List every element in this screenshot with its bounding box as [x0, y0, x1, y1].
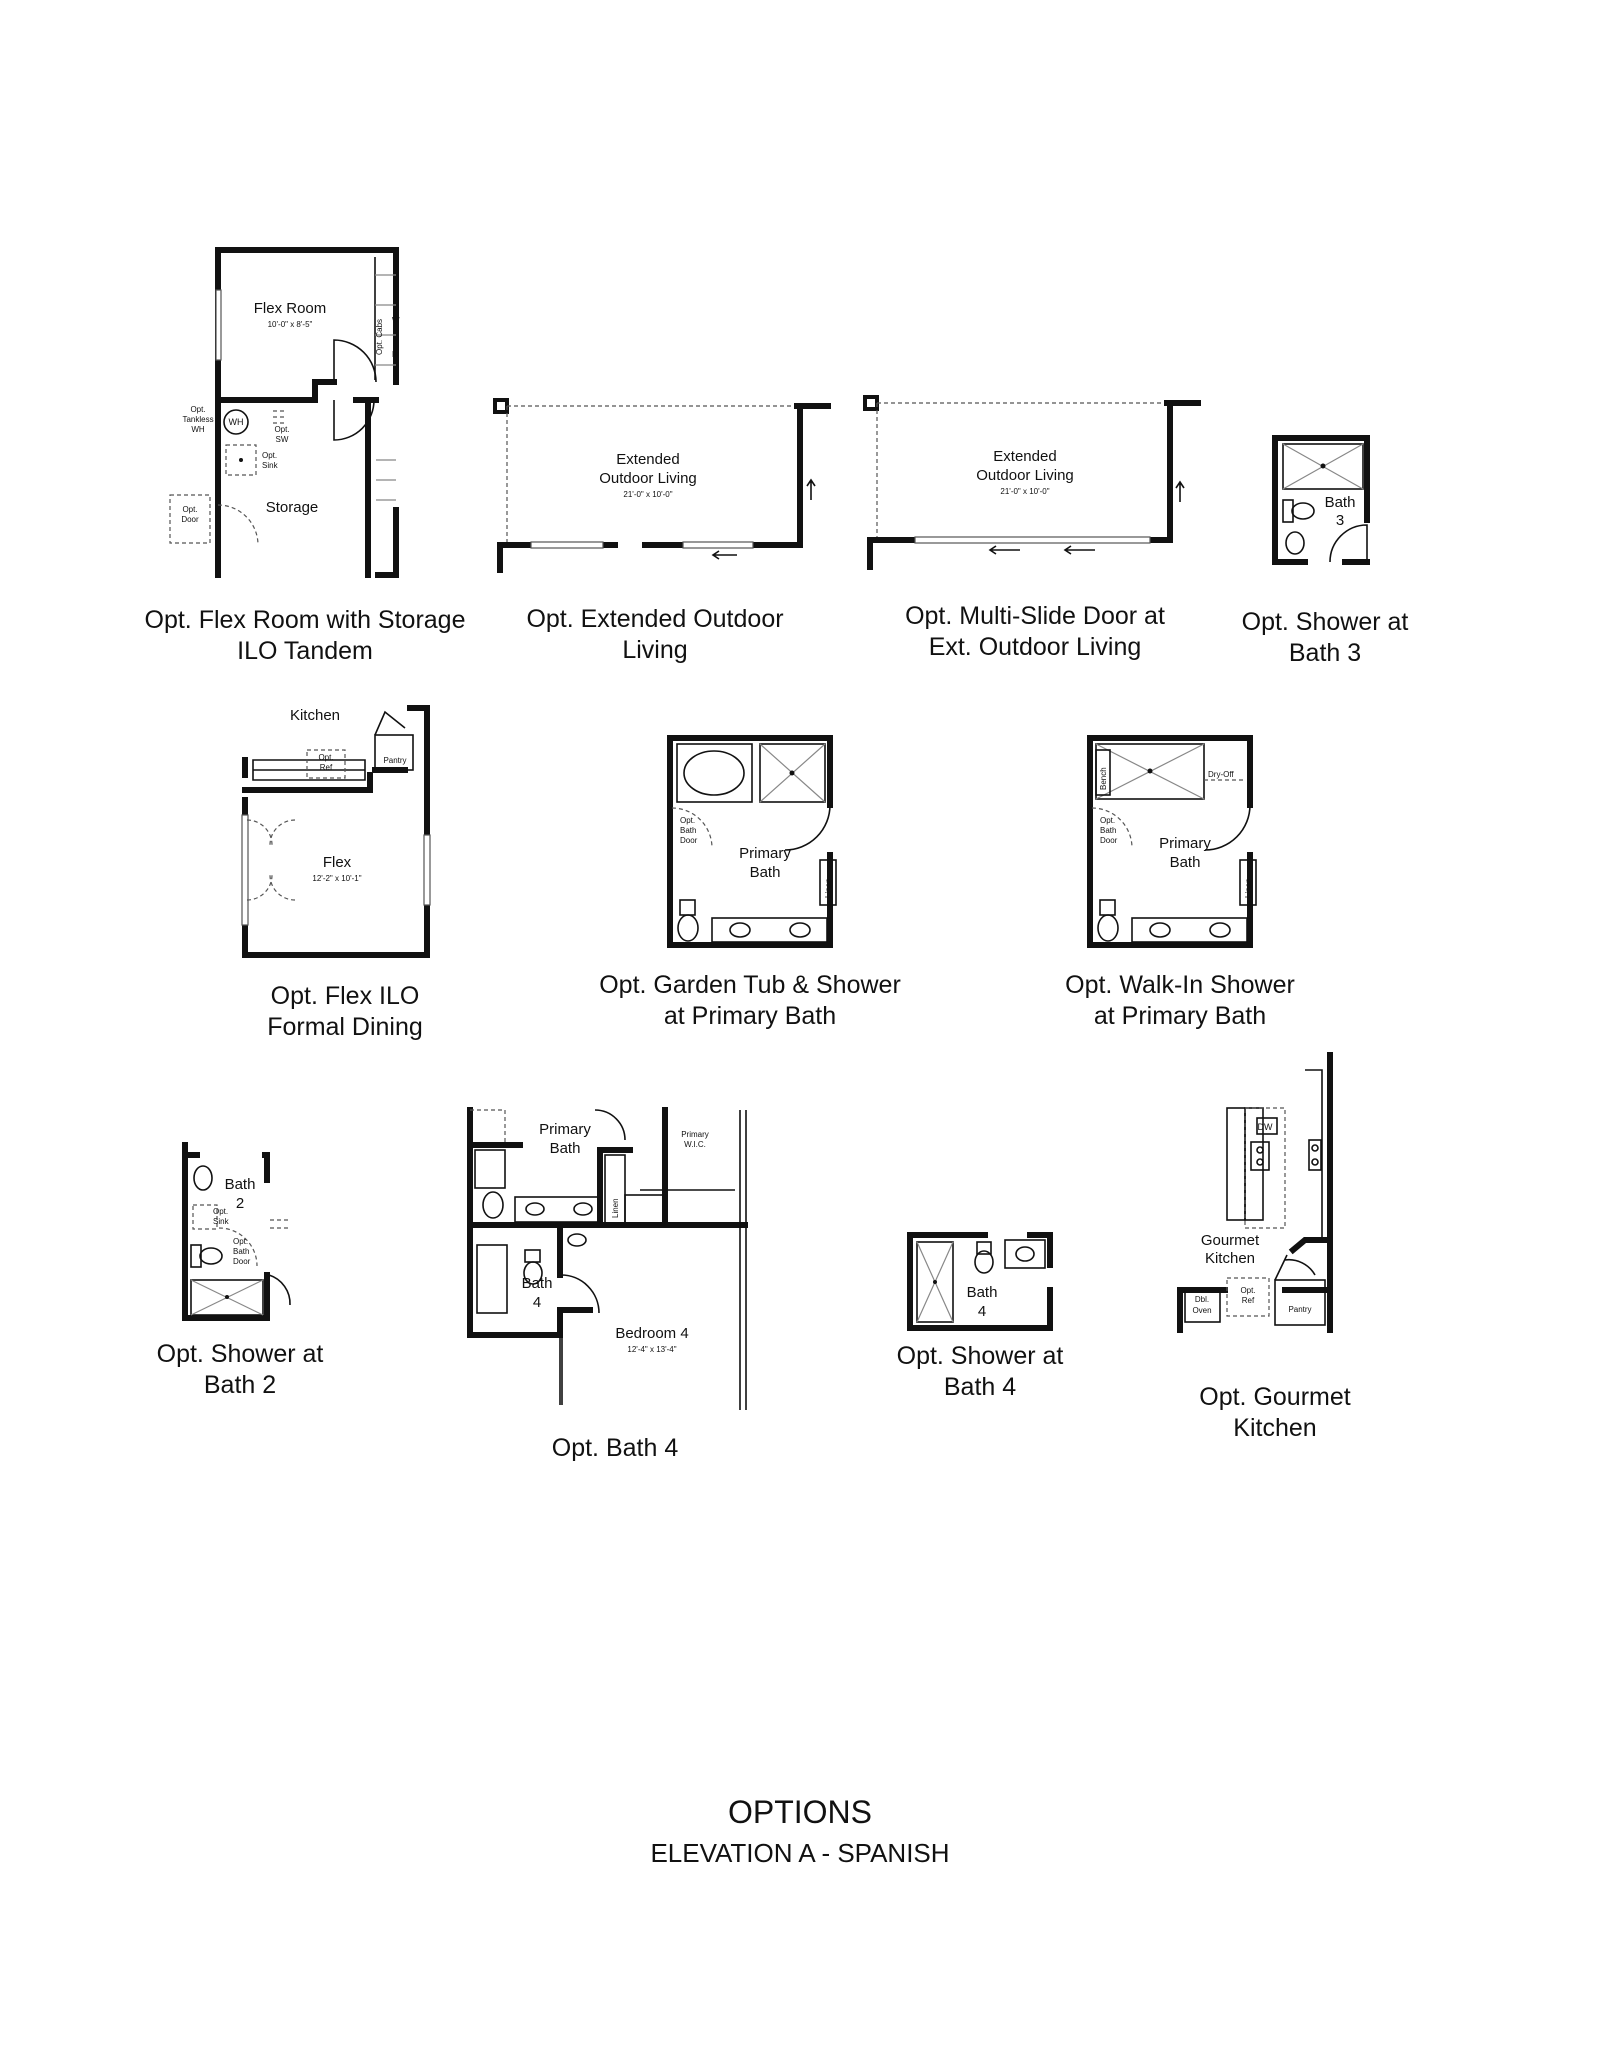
caption-shower-bath-3: Opt. Shower at Bath 3	[1241, 608, 1409, 667]
plan-shower-bath-3	[1265, 430, 1385, 570]
room-dimension: 12'-4" x 13'-4"	[627, 1345, 677, 1354]
drain-icon	[1257, 1147, 1263, 1153]
arrow-icon	[1176, 482, 1184, 502]
room-label: Primary	[1159, 835, 1211, 852]
drain-icon	[1257, 1159, 1263, 1165]
wic-label: W.I.C.	[684, 1140, 706, 1149]
room-dimension: 12'-2" x 10'-1"	[312, 874, 362, 883]
room-label: Primary	[539, 1121, 591, 1138]
arrow-icon	[990, 546, 1020, 554]
caption-gourmet-kitchen: Opt. Gourmet Kitchen	[1199, 1383, 1351, 1442]
plan-gourmet-kitchen	[1175, 1050, 1385, 1340]
sink-icon	[1210, 923, 1230, 937]
opt-label: Opt.	[680, 816, 696, 825]
arrow-icon	[713, 551, 737, 559]
toilet-icon	[678, 915, 698, 941]
plan-garden-tub-shower	[660, 730, 870, 955]
plan-extended-outdoor-living	[495, 395, 835, 575]
window	[424, 835, 430, 905]
opt-door-swing	[270, 820, 295, 900]
vanity	[1005, 1240, 1045, 1268]
slider-door	[531, 542, 603, 548]
sink-icon	[730, 923, 750, 937]
room-dimension: 21'-0" x 10'-0"	[1000, 487, 1050, 496]
room-dimension: 10'-0" x 8'-5"	[267, 320, 313, 329]
opt-label: Opt.	[1100, 816, 1116, 825]
toilet-icon	[1098, 915, 1118, 941]
caption-flex-room-storage: Opt. Flex Room with Storage ILO Tandem	[144, 606, 466, 665]
opt-label: Opt.	[213, 1207, 229, 1216]
plan-flex-formal-dining	[235, 700, 435, 970]
drain-icon	[790, 771, 795, 776]
bathtub-icon	[477, 1245, 507, 1313]
opt-wall	[470, 1110, 505, 1145]
door-swing	[1330, 525, 1367, 562]
caption-shower-bath-2: Opt. Shower at Bath 2	[156, 1340, 324, 1399]
pantry-label: Pantry	[383, 756, 407, 765]
opt-door-swing	[247, 820, 272, 900]
caption-garden-tub: Opt. Garden Tub & Shower at Primary Bath	[599, 971, 901, 1030]
walls	[218, 250, 396, 575]
opt-label: Door	[1100, 836, 1118, 845]
room-label: 4	[977, 1303, 987, 1320]
room-label: 4	[532, 1294, 542, 1311]
appliance-label: W	[392, 316, 400, 325]
vanity	[515, 1197, 600, 1222]
caption-flex-formal-dining: Opt. Flex ILO Formal Dining	[267, 982, 423, 1041]
opt-label: Opt.	[190, 405, 206, 414]
plan-flex-room-storage	[170, 245, 410, 585]
stair-treads	[376, 460, 396, 500]
opt-label: Opt.	[318, 753, 334, 762]
room-label: Bath	[966, 1284, 998, 1301]
sink-icon	[1150, 923, 1170, 937]
room-label: Bath	[549, 1140, 581, 1157]
opt-label: Opt.	[1240, 1286, 1256, 1295]
arrow-icon	[807, 480, 815, 500]
caption-bath-4: Opt. Bath 4	[551, 1434, 679, 1462]
opt-label: WH	[191, 425, 205, 434]
opt-label: Ref	[1241, 1296, 1255, 1305]
pantry-door	[1275, 1255, 1315, 1280]
room-label: Bath	[1324, 494, 1356, 511]
door-swing	[1205, 805, 1250, 850]
burner-icon	[1312, 1145, 1318, 1151]
opt-label: Opt.	[182, 505, 198, 514]
appliance-label: D	[392, 350, 398, 359]
wall-hatch	[270, 1220, 290, 1228]
column	[865, 397, 877, 409]
opt-label: Sink	[262, 461, 278, 470]
drain-icon	[225, 1295, 229, 1299]
sink-icon	[526, 1203, 544, 1215]
window	[242, 815, 248, 925]
drain-icon	[933, 1280, 937, 1284]
caption-extended-outdoor: Opt. Extended Outdoor Living	[526, 605, 784, 664]
room-label: Flex Room	[253, 300, 327, 317]
linen-label: Linen	[824, 878, 833, 898]
wic-label: Primary	[681, 1130, 709, 1139]
opt-label: Opt.	[233, 1237, 249, 1246]
window	[216, 290, 221, 360]
caption-walk-in-shower: Opt. Walk-In Shower at Primary Bath	[1065, 971, 1295, 1030]
island	[1227, 1108, 1245, 1220]
sink-icon	[1016, 1247, 1034, 1261]
room-label: Outdoor Living	[599, 470, 697, 487]
plan-shower-bath-4	[905, 1230, 1055, 1335]
room-label: Bedroom 4	[615, 1325, 689, 1342]
tub-deck	[677, 744, 752, 802]
room-label: Outdoor Living	[976, 467, 1074, 484]
opt-label: Bath	[680, 826, 697, 835]
room-label: Extended	[616, 451, 680, 468]
drain-icon	[239, 458, 243, 462]
sink-icon	[1286, 532, 1304, 554]
door-swing	[334, 340, 376, 382]
toilet-tank	[525, 1250, 540, 1262]
room-label: Bath	[224, 1176, 256, 1193]
plan-multi-slide-door	[865, 392, 1205, 572]
plan-shower-bath-2	[175, 1140, 295, 1325]
opt-label: Sink	[213, 1217, 229, 1226]
drain-icon	[1321, 464, 1326, 469]
page-subtitle: ELEVATION A - SPANISH	[650, 1838, 950, 1868]
door-swing	[595, 1110, 625, 1140]
arrow-icon	[1065, 546, 1095, 554]
sink-icon	[568, 1234, 586, 1246]
opt-label: Ref	[319, 763, 333, 772]
toilet-tank	[1100, 900, 1115, 915]
pantry-label: Pantry	[1288, 1305, 1312, 1314]
linen-label: Linen	[611, 1198, 620, 1218]
opt-label: Opt.	[274, 425, 290, 434]
room-label: Bath	[749, 864, 781, 881]
washer-sink-icon	[273, 411, 287, 423]
room-label: Flex	[322, 854, 352, 871]
room-label: Bath	[521, 1275, 553, 1292]
room-label: Extended	[993, 448, 1057, 465]
opt-door-swing	[218, 505, 258, 545]
oven-label: Oven	[1192, 1306, 1212, 1315]
page-title: OPTIONS	[727, 1794, 872, 1830]
garden-tub-icon	[684, 751, 744, 795]
room-label: Storage	[265, 499, 319, 516]
linen-label: Linen	[1244, 878, 1253, 898]
room-label: 2	[235, 1195, 245, 1212]
toilet-icon	[200, 1248, 222, 1264]
opt-label: Door	[233, 1257, 251, 1266]
dryoff-label: Dry-Off	[1208, 770, 1234, 779]
sink-icon	[574, 1203, 592, 1215]
plan-bath-4	[465, 1105, 755, 1410]
opt-label: Bath	[233, 1247, 250, 1256]
opt-label: Bath	[1100, 826, 1117, 835]
bench-label: Bench	[1099, 767, 1108, 790]
opt-label: Opt.	[262, 451, 278, 460]
room-label: Gourmet	[1200, 1232, 1260, 1249]
oven-label: Dbl.	[1194, 1295, 1210, 1304]
room-label: 3	[1335, 512, 1345, 529]
room-label: Primary	[739, 845, 791, 862]
opt-label: Opt. Cabs	[375, 318, 384, 355]
multi-slide-door	[915, 537, 1150, 543]
opt-label: Door	[181, 515, 199, 524]
caption-multi-slide: Opt. Multi-Slide Door at Ext. Outdoor Living	[905, 602, 1165, 661]
dw-label: DW	[1257, 1122, 1273, 1132]
counter	[1305, 1070, 1322, 1240]
door-swing	[269, 1275, 290, 1305]
sink-icon	[194, 1166, 212, 1190]
toilet-icon	[1292, 503, 1314, 519]
slider-door	[683, 542, 753, 548]
opt-label: Door	[680, 836, 698, 845]
room-label: Bath	[1169, 854, 1201, 871]
column	[495, 400, 507, 412]
wh-label: WH	[228, 417, 244, 427]
door-swing	[785, 805, 830, 850]
counter	[253, 760, 365, 780]
wall-line	[740, 1110, 746, 1410]
toilet-icon	[483, 1192, 503, 1218]
opt-label: Tankless	[182, 415, 214, 424]
room-dimension: 21'-0" x 10'-0"	[623, 490, 673, 499]
caption-shower-bath-4: Opt. Shower at Bath 4	[896, 1342, 1064, 1401]
sink-icon	[790, 923, 810, 937]
sink-icon	[1251, 1142, 1269, 1170]
burner-icon	[1312, 1159, 1318, 1165]
pantry	[1275, 1280, 1325, 1325]
room-label: Kitchen	[289, 707, 341, 724]
room-label: Kitchen	[1204, 1250, 1256, 1267]
wic-shelf	[625, 1195, 665, 1225]
toilet-tank	[680, 900, 695, 915]
pantry-door	[375, 712, 405, 735]
toilet-area	[475, 1150, 505, 1188]
drain-icon	[1148, 769, 1153, 774]
opt-label: SW	[275, 435, 289, 444]
plan-walk-in-shower	[1080, 730, 1290, 955]
